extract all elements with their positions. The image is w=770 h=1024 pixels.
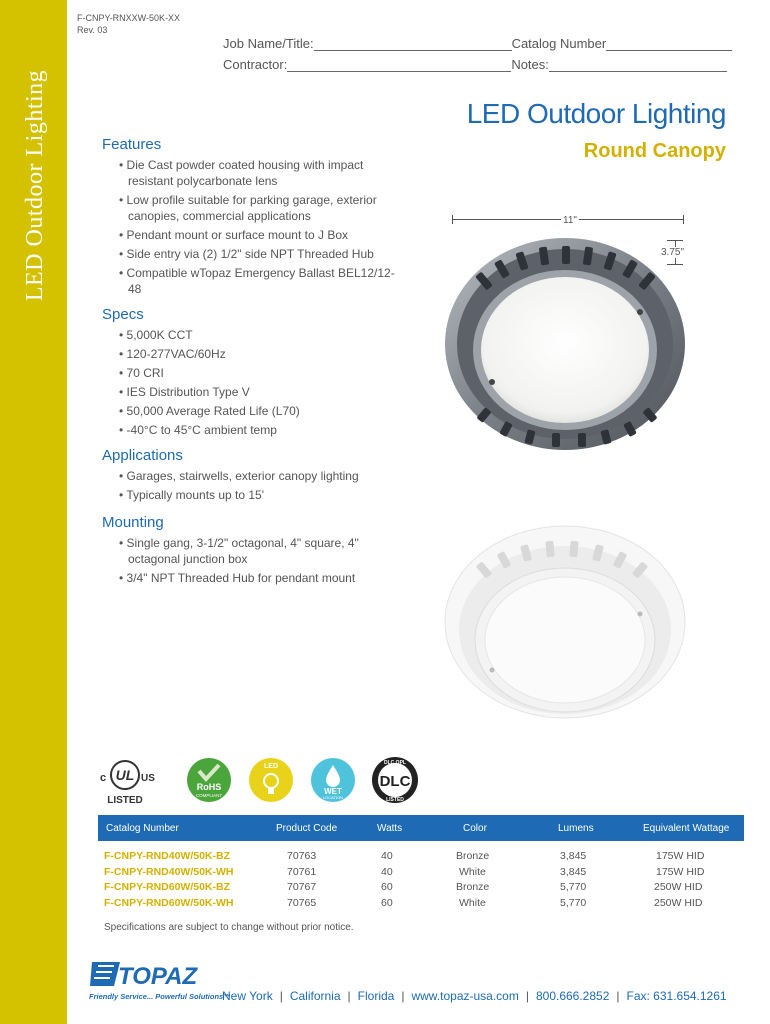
sidebar-band bbox=[0, 0, 67, 1024]
list-item: • Die Cast powder coated housing with impact resistant polycarbonate lens bbox=[119, 157, 402, 189]
document-id bbox=[77, 12, 180, 36]
cell-code: 70761 bbox=[287, 865, 317, 878]
notes-label: Notes: bbox=[511, 57, 549, 72]
width-dimension-tick-right bbox=[683, 215, 684, 224]
cell-watts: 60 bbox=[381, 896, 393, 909]
features-list bbox=[102, 157, 402, 297]
topaz-logo-graphic bbox=[88, 958, 218, 990]
cell-lumens: 3,845 bbox=[560, 865, 587, 878]
cell-code: 70767 bbox=[287, 881, 317, 893]
table-row bbox=[98, 850, 744, 866]
applications-list bbox=[102, 468, 402, 503]
list-item: • Compatible wTopaz Emergency Ballast BEL12/12-48 bbox=[119, 265, 402, 297]
cell-code: 70763 bbox=[287, 850, 317, 862]
table-row bbox=[98, 897, 744, 913]
rohs-text: RoHS bbox=[196, 782, 222, 792]
doc-code: F-CNPY-RNXXW-50K-XX bbox=[77, 13, 181, 23]
col-watts: Watts bbox=[377, 823, 403, 834]
features-section bbox=[102, 136, 402, 300]
website-link[interactable]: www.topaz-usa.com bbox=[411, 989, 519, 1003]
sidebar-title bbox=[6, 50, 66, 320]
list-item: • 50,000 Average Rated Life (L70) bbox=[119, 403, 402, 419]
mounting-heading: Mounting bbox=[102, 514, 164, 531]
white-fixture-image bbox=[440, 522, 690, 732]
fax-number: Fax: 631.654.1261 bbox=[626, 989, 727, 1003]
list-item: • -40°C to 45°C ambient temp bbox=[119, 422, 402, 438]
ul-listed-logo bbox=[95, 757, 155, 812]
cell-color: Bronze bbox=[456, 850, 490, 862]
specs-list bbox=[102, 327, 402, 438]
list-item: • Single gang, 3-1/2" octagonal, 4" square, 4" octagonal junction box bbox=[119, 535, 402, 567]
list-item: • 5,000K CCT bbox=[119, 327, 402, 343]
led-text: LED bbox=[264, 763, 278, 770]
catalog-number-label: Catalog Number bbox=[511, 36, 607, 51]
cell-catalog: F-CNPY-RND40W/50K-WH bbox=[104, 865, 234, 878]
width-dimension-tick-left bbox=[452, 215, 453, 224]
list-item: • 70 CRI bbox=[119, 365, 402, 381]
col-color: Color bbox=[463, 823, 487, 834]
dlc-bottom: LISTED bbox=[386, 797, 404, 803]
cell-catalog: F-CNPY-RND40W/50K-BZ bbox=[104, 850, 231, 862]
wet-location-text: LOCATION bbox=[322, 795, 344, 800]
col-catalog-number: Catalog Number bbox=[106, 823, 179, 834]
mounting-list bbox=[102, 535, 402, 586]
list-item: • 3/4" NPT Threaded Hub for pendant mount bbox=[119, 570, 402, 586]
page-title: LED Outdoor Lighting bbox=[466, 98, 726, 129]
ul-c: c bbox=[100, 772, 107, 784]
cell-equivalent: 175W HID bbox=[656, 865, 705, 878]
table-header bbox=[98, 815, 744, 841]
bronze-fixture-image bbox=[440, 232, 690, 460]
location-new-york: New York bbox=[222, 989, 273, 1003]
table-body bbox=[98, 850, 744, 912]
dlc-logo bbox=[370, 755, 420, 810]
cell-watts: 60 bbox=[381, 881, 393, 893]
ul-mark: UL bbox=[115, 767, 135, 783]
rohs-compliant: COMPLIANT bbox=[195, 793, 223, 798]
job-name-field[interactable] bbox=[223, 36, 732, 51]
wet-location-logo bbox=[310, 757, 356, 808]
height-dimension-label: 3.75" bbox=[661, 247, 685, 258]
applications-heading: Applications bbox=[102, 447, 183, 464]
catalog-number-line bbox=[606, 38, 732, 51]
wet-text: WET bbox=[324, 787, 342, 796]
specs-section bbox=[102, 306, 402, 441]
notes-line bbox=[549, 59, 727, 72]
table-row bbox=[98, 881, 744, 897]
cell-watts: 40 bbox=[381, 850, 393, 862]
ul-listed: LISTED bbox=[107, 795, 143, 806]
ul-us: US bbox=[141, 773, 155, 784]
cell-watts: 40 bbox=[381, 865, 393, 878]
doc-revision: Rev. 03 bbox=[77, 25, 108, 35]
cell-lumens: 5,770 bbox=[560, 881, 587, 893]
list-item: • IES Distribution Type V bbox=[119, 384, 402, 400]
cell-lumens: 5,770 bbox=[560, 896, 587, 909]
specs-heading: Specs bbox=[102, 306, 144, 323]
cell-code: 70765 bbox=[287, 896, 317, 909]
list-item: • 120-277VAC/60Hz bbox=[119, 346, 402, 362]
brand-tagline: Friendly Service... Powerful Solutions™ bbox=[89, 992, 231, 1001]
table-row bbox=[98, 866, 744, 882]
rohs-logo bbox=[186, 757, 232, 808]
topaz-logo[interactable] bbox=[88, 958, 218, 995]
sidebar-title-text: LED Outdoor Lighting bbox=[22, 69, 49, 301]
led-logo bbox=[248, 757, 294, 808]
cell-lumens: 3,845 bbox=[560, 850, 587, 862]
location-florida: Florida bbox=[357, 989, 395, 1003]
list-item: • Low profile suitable for parking garage, exterior canopies, commercial applications bbox=[119, 192, 402, 224]
col-product-code: Product Code bbox=[276, 823, 338, 834]
cell-equivalent: 250W HID bbox=[654, 896, 703, 909]
contractor-label: Contractor: bbox=[223, 57, 288, 72]
list-item: • Garages, stairwells, exterior canopy lighting bbox=[119, 468, 402, 484]
cell-catalog: F-CNPY-RND60W/50K-WH bbox=[104, 896, 234, 909]
applications-section bbox=[102, 447, 402, 506]
job-name-line bbox=[314, 38, 512, 51]
features-heading: Features bbox=[102, 136, 162, 153]
cell-color: White bbox=[459, 896, 486, 909]
mounting-section bbox=[102, 514, 402, 589]
list-item: • Typically mounts up to 15' bbox=[119, 487, 402, 503]
cell-color: Bronze bbox=[456, 881, 490, 893]
page-subtitle: Round Canopy bbox=[583, 140, 726, 162]
list-item: • Side entry via (2) 1/2" side NPT Threaded Hub bbox=[119, 246, 402, 262]
width-dimension-label: 11" bbox=[563, 215, 577, 226]
job-name-label: Job Name/Title: bbox=[223, 36, 314, 51]
contractor-field[interactable] bbox=[223, 57, 727, 72]
col-lumens: Lumens bbox=[558, 823, 594, 834]
brand-name: TOPAZ bbox=[118, 963, 198, 990]
contractor-line bbox=[287, 59, 511, 72]
footer-contact: New York | California | Florida | www.topaz-usa.com | 800.666.2852 | Fax: 631.654.1261 bbox=[222, 989, 727, 1003]
disclaimer-note: Specifications are subject to change without prior notice. bbox=[104, 922, 354, 933]
list-item: • Pendant mount or surface mount to J Box bbox=[119, 227, 402, 243]
col-equivalent-wattage: Equivalent Wattage bbox=[643, 823, 730, 834]
dlc-text: DLC bbox=[379, 773, 411, 790]
dlc-top: DLC QPL bbox=[384, 760, 406, 766]
location-california: California bbox=[289, 989, 341, 1003]
cell-equivalent: 250W HID bbox=[654, 881, 703, 893]
cell-catalog: F-CNPY-RND60W/50K-BZ bbox=[104, 881, 231, 893]
cell-color: White bbox=[459, 865, 486, 878]
cell-equivalent: 175W HID bbox=[656, 850, 705, 862]
phone-number: 800.666.2852 bbox=[535, 989, 610, 1003]
